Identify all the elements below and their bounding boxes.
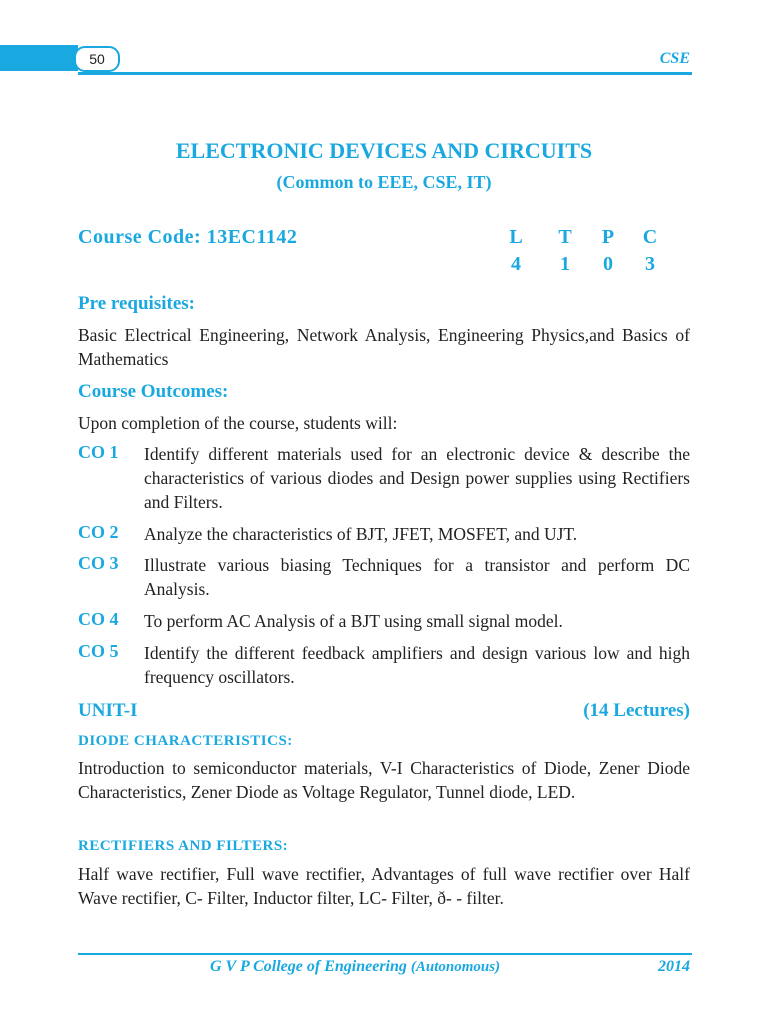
co3-label: CO 3: [78, 553, 119, 573]
co1-text: Identify different materials used for an electronic device & describe the characteristics of various diodes and Design power supplies using Rectifiers and Filters.: [144, 444, 690, 512]
prerequisites-text: Basic Electrical Engineering, Network Analysis, Engineering Physics,and Basics of Mathematics: [78, 325, 690, 369]
prerequisites-heading: Pre requisites:: [78, 293, 195, 314]
section-heading-diode: DIODE CHARACTERISTICS:: [78, 733, 293, 749]
unit-lectures: (14 Lectures): [583, 700, 690, 721]
co1-label: CO 1: [78, 442, 119, 462]
co4-label: CO 4: [78, 609, 119, 629]
co5-text: Identify the different feedback amplifiers and design various low and high frequency oscillators.: [144, 643, 690, 687]
ltpc-label-c: C: [642, 226, 658, 248]
ltpc-value-t: 1: [560, 253, 570, 275]
footer-college: [210, 958, 500, 976]
section-text-diode: Introduction to semiconductor materials, V-I Characteristics of Diode, Zener Diode Characteristics, Zener Diode as Voltage Regulator, Tunnel diode, LED.: [78, 758, 690, 802]
ltpc-value-p: 0: [603, 253, 613, 275]
course-subtitle: (Common to EEE, CSE, IT): [276, 172, 492, 192]
co2-label: CO 2: [78, 522, 119, 542]
co3-text: Illustrate various biasing Techniques for a transistor and perform DC Analysis.: [144, 555, 690, 599]
page-number: 50: [74, 46, 120, 72]
course-code: Course Code: 13EC1142: [78, 226, 298, 248]
ltpc-value-c: 3: [645, 253, 655, 275]
footer-autonomous: (Autonomous): [410, 959, 501, 975]
co4-text: To perform AC Analysis of a BJT using small signal model.: [144, 611, 563, 631]
course-title: ELECTRONIC DEVICES AND CIRCUITS: [175, 138, 593, 163]
ltpc-value-l: 4: [511, 253, 521, 275]
unit-title: UNIT-I: [78, 700, 138, 721]
footer-rule: [78, 953, 692, 955]
department-label: CSE: [659, 50, 690, 67]
header-rule: [78, 72, 692, 75]
footer-year: 2014: [658, 958, 690, 975]
section-text-rectifiers: Half wave rectifier, Full wave rectifier, Advantages of full wave rectifier over Half Wave rectifier, C- Filter, Inductor filter, LC- Filter, ð- - filter.: [78, 864, 690, 908]
outcomes-intro: Upon completion of the course, students will:: [78, 413, 398, 433]
ltpc-label-l: L: [509, 226, 523, 248]
outcomes-heading: Course Outcomes:: [78, 381, 229, 402]
ltpc-label-p: P: [601, 226, 615, 248]
header-accent-bar: [0, 45, 78, 71]
co2-text: Analyze the characteristics of BJT, JFET, MOSFET, and UJT.: [144, 524, 578, 544]
section-heading-rectifiers: RECTIFIERS AND FILTERS:: [78, 838, 289, 854]
footer-college-name: G V P College of Engineering: [210, 958, 407, 975]
ltpc-label-t: T: [558, 226, 572, 248]
co5-label: CO 5: [78, 641, 119, 661]
